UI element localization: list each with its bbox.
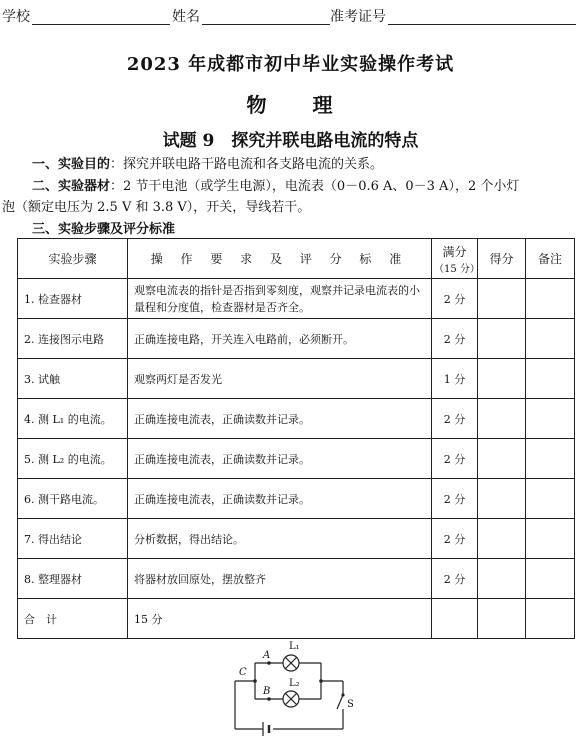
row-full-score: 2 分 [432,399,478,439]
row-full-score: 2 分 [432,479,478,519]
switch-label: S [347,699,354,710]
row-requirement: 正确连接电流表，正确读数并记录。 [128,479,432,519]
purpose-line [32,153,572,172]
total-full-cell [432,599,478,639]
row-requirement: 将器材放回原处，摆放整齐 [128,559,432,599]
purpose-text: ：探究并联电路干路电流和各支路电流的关系。 [110,157,384,172]
row-step: 3. 试触 [18,359,128,399]
table-row [18,439,575,479]
row-full-score: 1 分 [432,359,478,399]
table-row [18,359,575,399]
candidate-header [0,4,581,26]
node-b-label: B [263,686,271,697]
steps-heading: 三、实验步骤及评分标准 [32,222,176,237]
scoring-table [17,238,575,639]
total-score-cell[interactable] [478,599,526,639]
switch-icon [337,695,343,709]
purpose-label: 一、实验目的 [32,157,111,172]
exam-no-label: 准考证号 [330,9,386,25]
header-full-score-line1: 满分 [442,244,467,259]
header-step: 实验步骤 [18,239,128,279]
row-remarks-cell[interactable] [526,319,575,359]
row-score-cell[interactable] [478,399,526,439]
total-remarks-cell[interactable] [526,599,575,639]
row-step: 1. 检查器材 [18,279,128,319]
row-remarks-cell[interactable] [526,559,575,599]
row-full-score: 2 分 [432,559,478,599]
row-requirement: 正确连接电流表，正确读数并记录。 [128,399,432,439]
name-blank [202,24,330,25]
row-score-cell[interactable] [478,439,526,479]
header-full-score-line2: （15 分） [434,263,480,275]
table-row [18,399,575,439]
total-value: 15 分 [128,599,432,639]
topic-title: 试题 9 探究并联电路电流的特点 [162,131,419,151]
table-row [18,279,575,319]
row-step: 7. 得出结论 [18,519,128,559]
row-step: 8. 整理器材 [18,559,128,599]
subject-title [0,89,581,118]
table-row [18,319,575,359]
node-c-label: C [239,667,247,678]
row-full-score: 2 分 [432,319,478,359]
subject-char-2: 理 [312,93,335,117]
circuit-diagram [225,633,355,737]
equipment-text-1: ：2 节干电池（或学生电源），电流表（0－0.6 A、0－3 A），2 个小灯 [110,179,520,194]
node-a-label: A [263,650,271,661]
row-requirement: 分析数据，得出结论。 [128,519,432,559]
exam-no-blank [388,24,576,25]
row-remarks-cell[interactable] [526,519,575,559]
row-score-cell[interactable] [478,359,526,399]
table-row [18,519,575,559]
equipment-label: 二、实验器材 [32,179,111,194]
row-score-cell[interactable] [478,319,526,359]
row-step: 6. 测干路电流。 [18,479,128,519]
row-remarks-cell[interactable] [526,439,575,479]
table-row [18,559,575,599]
row-requirement: 观察电流表的指针是否指到零刻度，观察并记录电流表的小量程和分度值，检查器材是否齐全。 [128,279,432,319]
row-requirement: 正确连接电路，开关连入电路前，必须断开。 [128,319,432,359]
row-remarks-cell[interactable] [526,479,575,519]
header-full-score [432,239,478,279]
row-full-score: 2 分 [432,439,478,479]
row-remarks-cell[interactable] [526,279,575,319]
table-row [18,479,575,519]
header-remarks: 备注 [526,239,575,279]
row-score-cell[interactable] [478,519,526,559]
subject-char-1: 物 [246,93,269,117]
header-score: 得分 [478,239,526,279]
school-label: 学校 [2,9,30,25]
total-label: 合 计 [18,599,128,639]
equipment-line-1 [32,175,580,194]
row-step: 2. 连接图示电路 [18,319,128,359]
header-requirement: 操 作 要 求 及 评 分 标 准 [128,239,432,279]
lamp1-label: L₁ [289,641,300,652]
row-remarks-cell[interactable] [526,359,575,399]
name-label: 姓名 [172,9,200,25]
row-step: 4. 测 L₁ 的电流。 [18,399,128,439]
equipment-line-2: 泡（额定电压为 2.5 V 和 3.8 V），开关，导线若干。 [2,200,311,215]
row-score-cell[interactable] [478,559,526,599]
exam-title: 2023 年成都市初中毕业实验操作考试 [126,54,455,75]
lamp2-label: L₂ [289,678,300,689]
row-step: 5. 测 L₂ 的电流。 [18,439,128,479]
row-remarks-cell[interactable] [526,399,575,439]
row-score-cell[interactable] [478,479,526,519]
school-blank [32,24,170,25]
row-requirement: 正确连接电流表，正确读数并记录。 [128,439,432,479]
row-full-score: 2 分 [432,279,478,319]
table-header-row [18,239,575,279]
row-score-cell[interactable] [478,279,526,319]
row-requirement: 观察两灯是否发光 [128,359,432,399]
row-full-score: 2 分 [432,519,478,559]
